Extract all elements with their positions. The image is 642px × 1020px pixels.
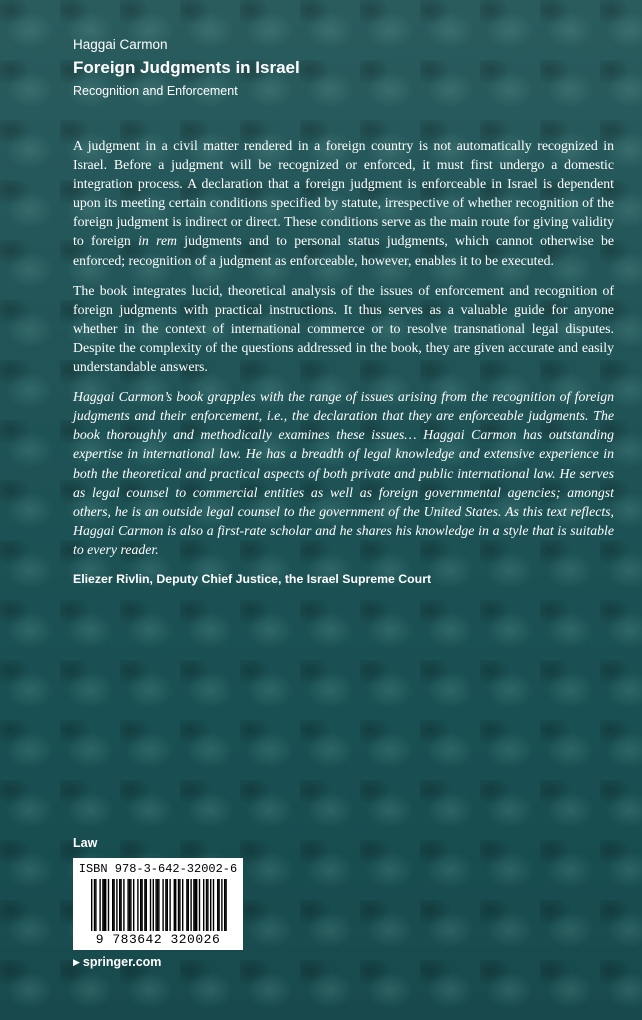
barcode-bar — [140, 879, 141, 931]
barcode-bar — [150, 879, 151, 931]
barcode-bar — [179, 879, 180, 931]
barcode-bar — [207, 879, 208, 931]
website-text: springer.com — [82, 955, 162, 969]
blurb-paragraph-1 — [73, 136, 614, 270]
barcode-bar — [141, 879, 142, 931]
barcode-bar — [157, 879, 158, 931]
blurb-paragraph-2: The book integrates lucid, theoretical analysis of the issues of enforcement and recognition of foreign judgments with practical instructions. It thus serves as a valuable guide for anyone whether in the context of international commerce or to resolve transnational legal disputes. Despite the complexity of the questions addressed in the book, they are given accurate and easily understandable answers. — [73, 282, 614, 375]
barcode-bar — [213, 879, 214, 931]
barcode-bar — [91, 879, 92, 931]
barcode-bar — [146, 879, 147, 931]
barcode-bar — [105, 879, 106, 931]
review-quote: Haggai Carmon’s book grapples with the range of issues arising from the recognition of foreign judgments and their enforcement, i.e., the declaration that they are enforceable judgments. The book thoroughly and methodically examines these issues… Haggai Carmon has outstanding expertise in international law. He has a breadth of legal knowledge and extensive experience in both the theoretical and practical aspects of both private and public international law. He serves as legal counsel to commercial entities as well as foreign governmental agencies; amongst others, he is an outside legal counsel to the government of the United States. As this text reflects, Haggai Carmon is also a first-rate scholar and he shares his knowledge in a style that is suitable to every reader. — [73, 389, 614, 557]
barcode-bar — [206, 879, 207, 931]
barcode-bar — [99, 879, 100, 931]
barcode-bar — [210, 879, 211, 931]
isbn-label: ISBN 978-3-642-32002-6 — [78, 862, 238, 876]
barcode-bar — [174, 879, 175, 931]
publisher-website — [73, 955, 161, 969]
barcode-bar — [102, 879, 103, 931]
barcode-bar — [169, 879, 170, 931]
barcode-bar — [186, 879, 187, 931]
barcode-bar — [195, 879, 196, 931]
barcode-bar — [167, 879, 168, 931]
barcode-bar — [144, 879, 145, 931]
barcode-bar — [104, 879, 105, 931]
book-title: Foreign Judgments in Israel — [73, 58, 300, 77]
barcode-bar — [217, 879, 218, 931]
barcode-bar — [224, 879, 225, 931]
subject-category: Law — [73, 836, 98, 850]
barcode-bar — [196, 879, 197, 931]
blurb-paragraph-1-start: A judgment in a civil matter rendered in a foreign country is not automatically recognized in Israel. Before a judgment will be recognized or enforced, it must first undergo a domestic integration process. A declaration that a foreign judgment is enforceable in Israel is dependent upon its meeting certain conditions specified by statute, irrespective of whether recognition of the foreign judgment is indirect or direct. These conditions serve as the main route for giving validity to foreign — [73, 138, 614, 249]
blurb — [73, 136, 614, 588]
barcode-bar — [165, 879, 166, 931]
barcode-bar — [95, 879, 96, 931]
review-attribution: Eliezer Rivlin, Deputy Chief Justice, the Israel Supreme Court — [73, 571, 432, 586]
barcode-digits: 9 783642 320026 — [95, 932, 221, 947]
barcode-bar — [199, 879, 200, 931]
barcode-bar — [178, 879, 179, 931]
barcode-bar — [108, 879, 109, 931]
arrow-right-icon: ▶ — [73, 956, 80, 967]
barcode-bar — [225, 879, 226, 931]
barcode-bar — [175, 879, 176, 931]
barcode-bar — [127, 879, 128, 931]
barcode-bar — [113, 879, 114, 931]
barcode-bar — [153, 879, 154, 931]
barcode-bar — [190, 879, 191, 931]
barcode-bar — [182, 879, 183, 931]
barcode-bar — [193, 879, 194, 931]
cover-header — [73, 36, 593, 100]
barcode-bar — [116, 879, 117, 931]
barcode-bar — [130, 879, 131, 931]
barcode-bar — [158, 879, 159, 931]
book-subtitle: Recognition and Enforcement — [73, 84, 238, 98]
barcode-bar — [129, 879, 130, 931]
isbn-barcode — [73, 858, 243, 950]
barcode-bar — [120, 879, 121, 931]
blurb-emphasis: in rem — [138, 233, 178, 249]
barcode-bar — [112, 879, 113, 931]
barcode-bar — [218, 879, 219, 931]
barcode-bar — [123, 879, 124, 931]
barcode-bar — [188, 879, 189, 931]
barcode-bar — [94, 879, 95, 931]
barcode-bar — [221, 879, 222, 931]
author-name: Haggai Carmon — [73, 37, 168, 52]
barcode-bar — [203, 879, 204, 931]
barcode-bar — [162, 879, 163, 931]
barcode-bar — [155, 879, 156, 931]
barcode-bar — [133, 879, 134, 931]
blurb-paragraph-1-end: judgments and to personal status judgments, which cannot otherwise be enforced; recognition of a judgment as enforceable, however, enables it to be executed. — [73, 233, 614, 268]
barcode-bar — [137, 879, 138, 931]
barcode-bar — [119, 879, 120, 931]
